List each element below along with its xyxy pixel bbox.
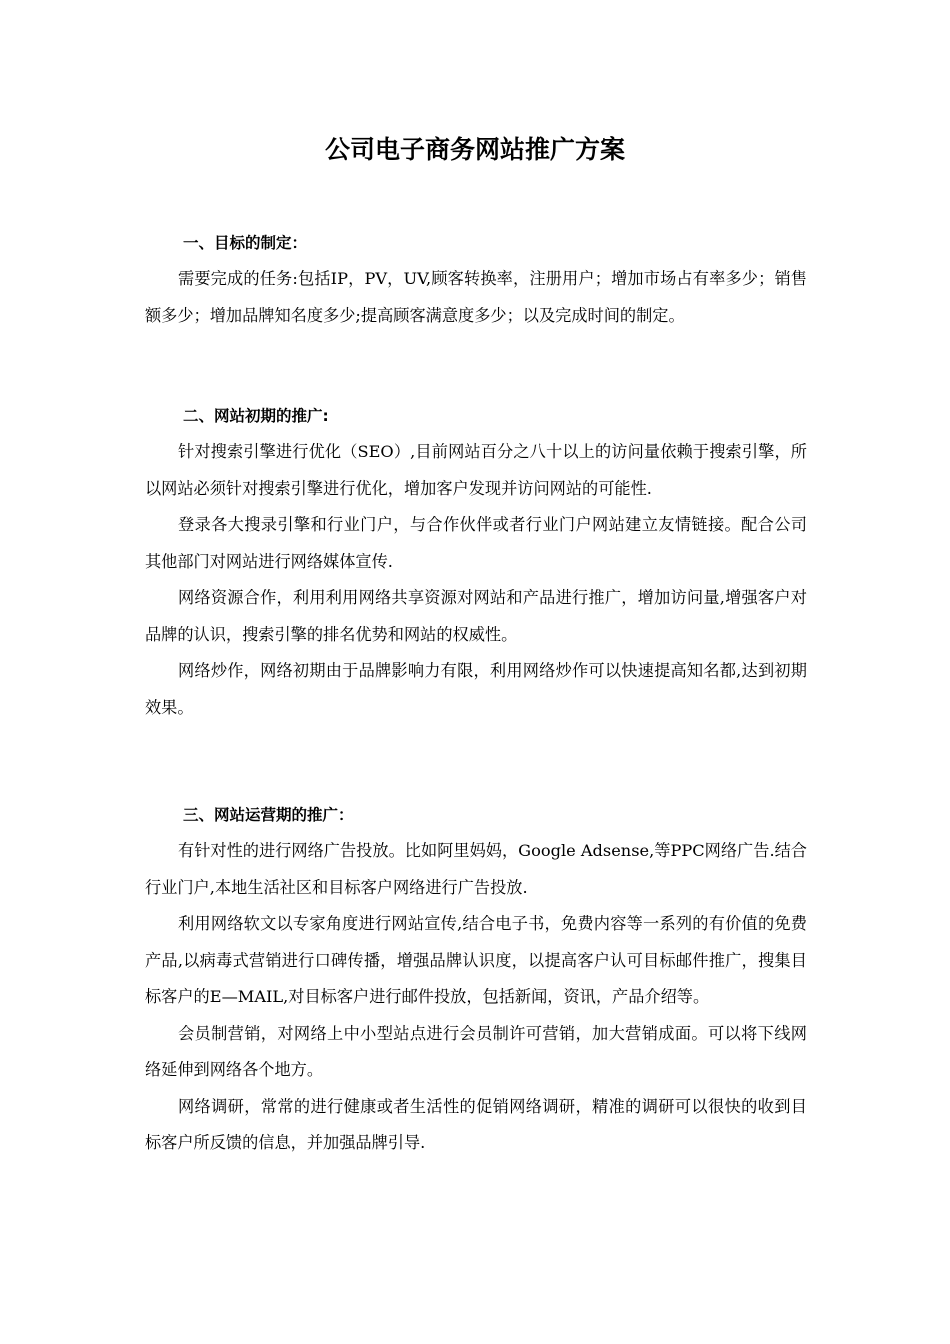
- paragraph: 会员制营销，对网络上中小型站点进行会员制许可营销，加大营销成面。可以将下线网络延伸到网络各个地方。: [145, 1023, 807, 1079]
- section-initial-promotion: [145, 398, 807, 726]
- paragraph: 网络调研，常常的进行健康或者生活性的促销网络调研，精准的调研可以很快的收到目标客户所反馈的信息，并加强品牌引导.: [145, 1096, 807, 1152]
- paragraph: 登录各大搜录引擎和行业门户，与合作伙伴或者行业门户网站建立友情链接。配合公司其他部门对网站进行网络媒体宣传.: [145, 515, 807, 571]
- section-heading: 一、目标的制定：: [183, 234, 308, 252]
- section-heading: 三、网站运营期的推广：: [183, 806, 354, 824]
- paragraph: 网络炒作，网络初期由于品牌影响力有限，利用网络炒作可以快速提高知名都,达到初期效果。: [145, 661, 807, 717]
- section-goals: [145, 225, 807, 334]
- paragraph: 有针对性的进行网络广告投放。比如阿里妈妈，Google Adsense,等PPC网络广告.结合行业门户,本地生活社区和目标客户网络进行广告投放.: [145, 841, 807, 897]
- section-heading: 二、网站初期的推广:: [183, 407, 329, 425]
- paragraph: 利用网络软文以专家角度进行网站宣传,结合电子书，免费内容等一系列的有价值的免费产品,以病毒式营销进行口碑传播，增强品牌认识度，以提高客户认可目标邮件推广，搜集目标客户的E—MAIL,对目标客户进行邮件投放，包括新闻，资讯，产品介绍等。: [145, 914, 807, 1006]
- document-title: 公司电子商务网站推广方案: [324, 135, 625, 164]
- paragraph: 需要完成的任务:包括IP，PV，UV,顾客转换率，注册用户；增加市场占有率多少；销售额多少；增加品牌知名度多少;提高顾客满意度多少；以及完成时间的制定。: [145, 269, 807, 325]
- section-operation-promotion: [145, 797, 807, 1162]
- paragraph: 网络资源合作，利用利用网络共享资源对网站和产品进行推广，增加访问量,增强客户对品牌的认识，搜索引擎的排名优势和网站的权威性。: [145, 588, 807, 644]
- paragraph: 针对搜索引擎进行优化（SEO）,目前网站百分之八十以上的访问量依赖于搜索引擎，所以网站必须针对搜索引擎进行优化，增加客户发现并访问网站的可能性.: [145, 442, 807, 498]
